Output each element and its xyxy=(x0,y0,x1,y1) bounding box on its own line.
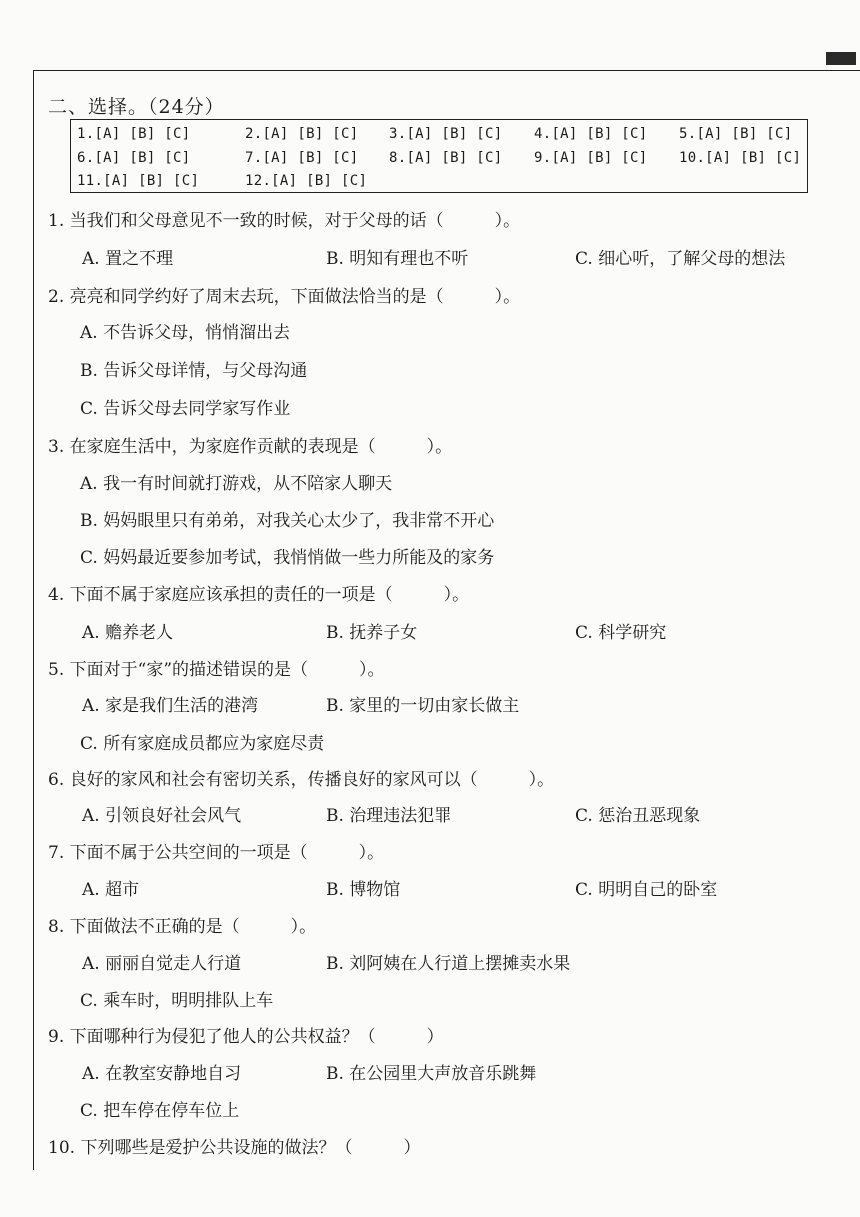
question-1: 1. 当我们和父母意见不一致的时候，对于父母的话（ ）。 xyxy=(48,211,521,231)
answer-choice[interactable]: 1.[A] [B] [C] xyxy=(77,126,191,142)
answer-choice[interactable]: 3.[A] [B] [C] xyxy=(389,126,503,142)
option-2c: C. 告诉父母去同学家写作业 xyxy=(80,399,291,419)
option-6a: A. 引领良好社会风气 xyxy=(82,806,242,826)
option-4b: B. 抚养子女 xyxy=(326,623,418,643)
answer-choice[interactable]: 9.[A] [B] [C] xyxy=(534,150,648,166)
option-4a: A. 赡养老人 xyxy=(82,623,174,643)
option-3a: A. 我一有时间就打游戏，从不陪家人聊天 xyxy=(80,474,393,494)
question-4: 4. 下面不属于家庭应该承担的责任的一项是（ ）。 xyxy=(48,585,470,605)
answer-choice[interactable]: 8.[A] [B] [C] xyxy=(389,150,503,166)
question-10: 10. 下列哪些是爱护公共设施的做法？（ ） xyxy=(48,1138,421,1158)
question-6: 6. 良好的家风和社会有密切关系，传播良好的家风可以（ ）。 xyxy=(48,770,555,790)
option-9a: A. 在教室安静地自习 xyxy=(82,1064,242,1084)
question-3: 3. 在家庭生活中，为家庭作贡献的表现是（ ）。 xyxy=(48,437,453,457)
option-5a: A. 家是我们生活的港湾 xyxy=(82,696,259,716)
option-7c: C. 明明自己的卧室 xyxy=(575,880,718,900)
answer-choice[interactable]: 2.[A] [B] [C] xyxy=(245,126,359,142)
option-8c: C. 乘车时，明明排队上车 xyxy=(80,991,274,1011)
option-6c: C. 惩治丑恶现象 xyxy=(575,806,701,826)
answer-choice[interactable]: 12.[A] [B] [C] xyxy=(245,173,368,189)
corner-registration-mark xyxy=(826,52,856,65)
option-2a: A. 不告诉父母，悄悄溜出去 xyxy=(80,323,291,343)
option-7a: A. 超市 xyxy=(82,880,140,900)
question-2: 2. 亮亮和同学约好了周末去玩，下面做法恰当的是（ ）。 xyxy=(48,287,521,307)
question-7: 7. 下面不属于公共空间的一项是（ ）。 xyxy=(48,843,385,863)
answer-choice[interactable]: 10.[A] [B] [C] xyxy=(679,150,802,166)
option-6b: B. 治理违法犯罪 xyxy=(326,806,452,826)
answer-choice[interactable]: 7.[A] [B] [C] xyxy=(245,150,359,166)
option-7b: B. 博物馆 xyxy=(326,880,401,900)
option-1c: C. 细心听，了解父母的想法 xyxy=(575,249,786,269)
frame-top-border xyxy=(33,70,860,71)
answer-choice[interactable]: 6.[A] [B] [C] xyxy=(77,150,191,166)
answer-choice[interactable]: 4.[A] [B] [C] xyxy=(534,126,648,142)
option-5c: C. 所有家庭成员都应为家庭尽责 xyxy=(80,734,325,754)
option-1b: B. 明知有理也不听 xyxy=(326,249,469,269)
option-3b: B. 妈妈眼里只有弟弟，对我关心太少了，我非常不开心 xyxy=(80,511,495,531)
option-8a: A. 丽丽自觉走人行道 xyxy=(82,954,242,974)
option-8b: B. 刘阿姨在人行道上摆摊卖水果 xyxy=(326,954,571,974)
option-2b: B. 告诉父母详情，与父母沟通 xyxy=(80,361,308,381)
option-4c: C. 科学研究 xyxy=(575,623,667,643)
question-9: 9. 下面哪种行为侵犯了他人的公共权益？（ ） xyxy=(48,1027,444,1047)
frame-left-border xyxy=(33,70,34,1170)
option-9c: C. 把车停在停车位上 xyxy=(80,1101,240,1121)
question-5: 5. 下面对于“家”的描述错误的是（ ）。 xyxy=(48,660,385,680)
answer-choice[interactable]: 5.[A] [B] [C] xyxy=(679,126,793,142)
question-8: 8. 下面做法不正确的是（ ）。 xyxy=(48,917,317,937)
answer-choice[interactable]: 11.[A] [B] [C] xyxy=(77,173,200,189)
option-5b: B. 家里的一切由家长做主 xyxy=(326,696,520,716)
option-3c: C. 妈妈最近要参加考试，我悄悄做一些力所能及的家务 xyxy=(80,548,495,568)
option-1a: A. 置之不理 xyxy=(82,249,174,269)
section-title: 二、选择。（24分） xyxy=(48,96,225,118)
option-9b: B. 在公园里大声放音乐跳舞 xyxy=(326,1064,537,1084)
